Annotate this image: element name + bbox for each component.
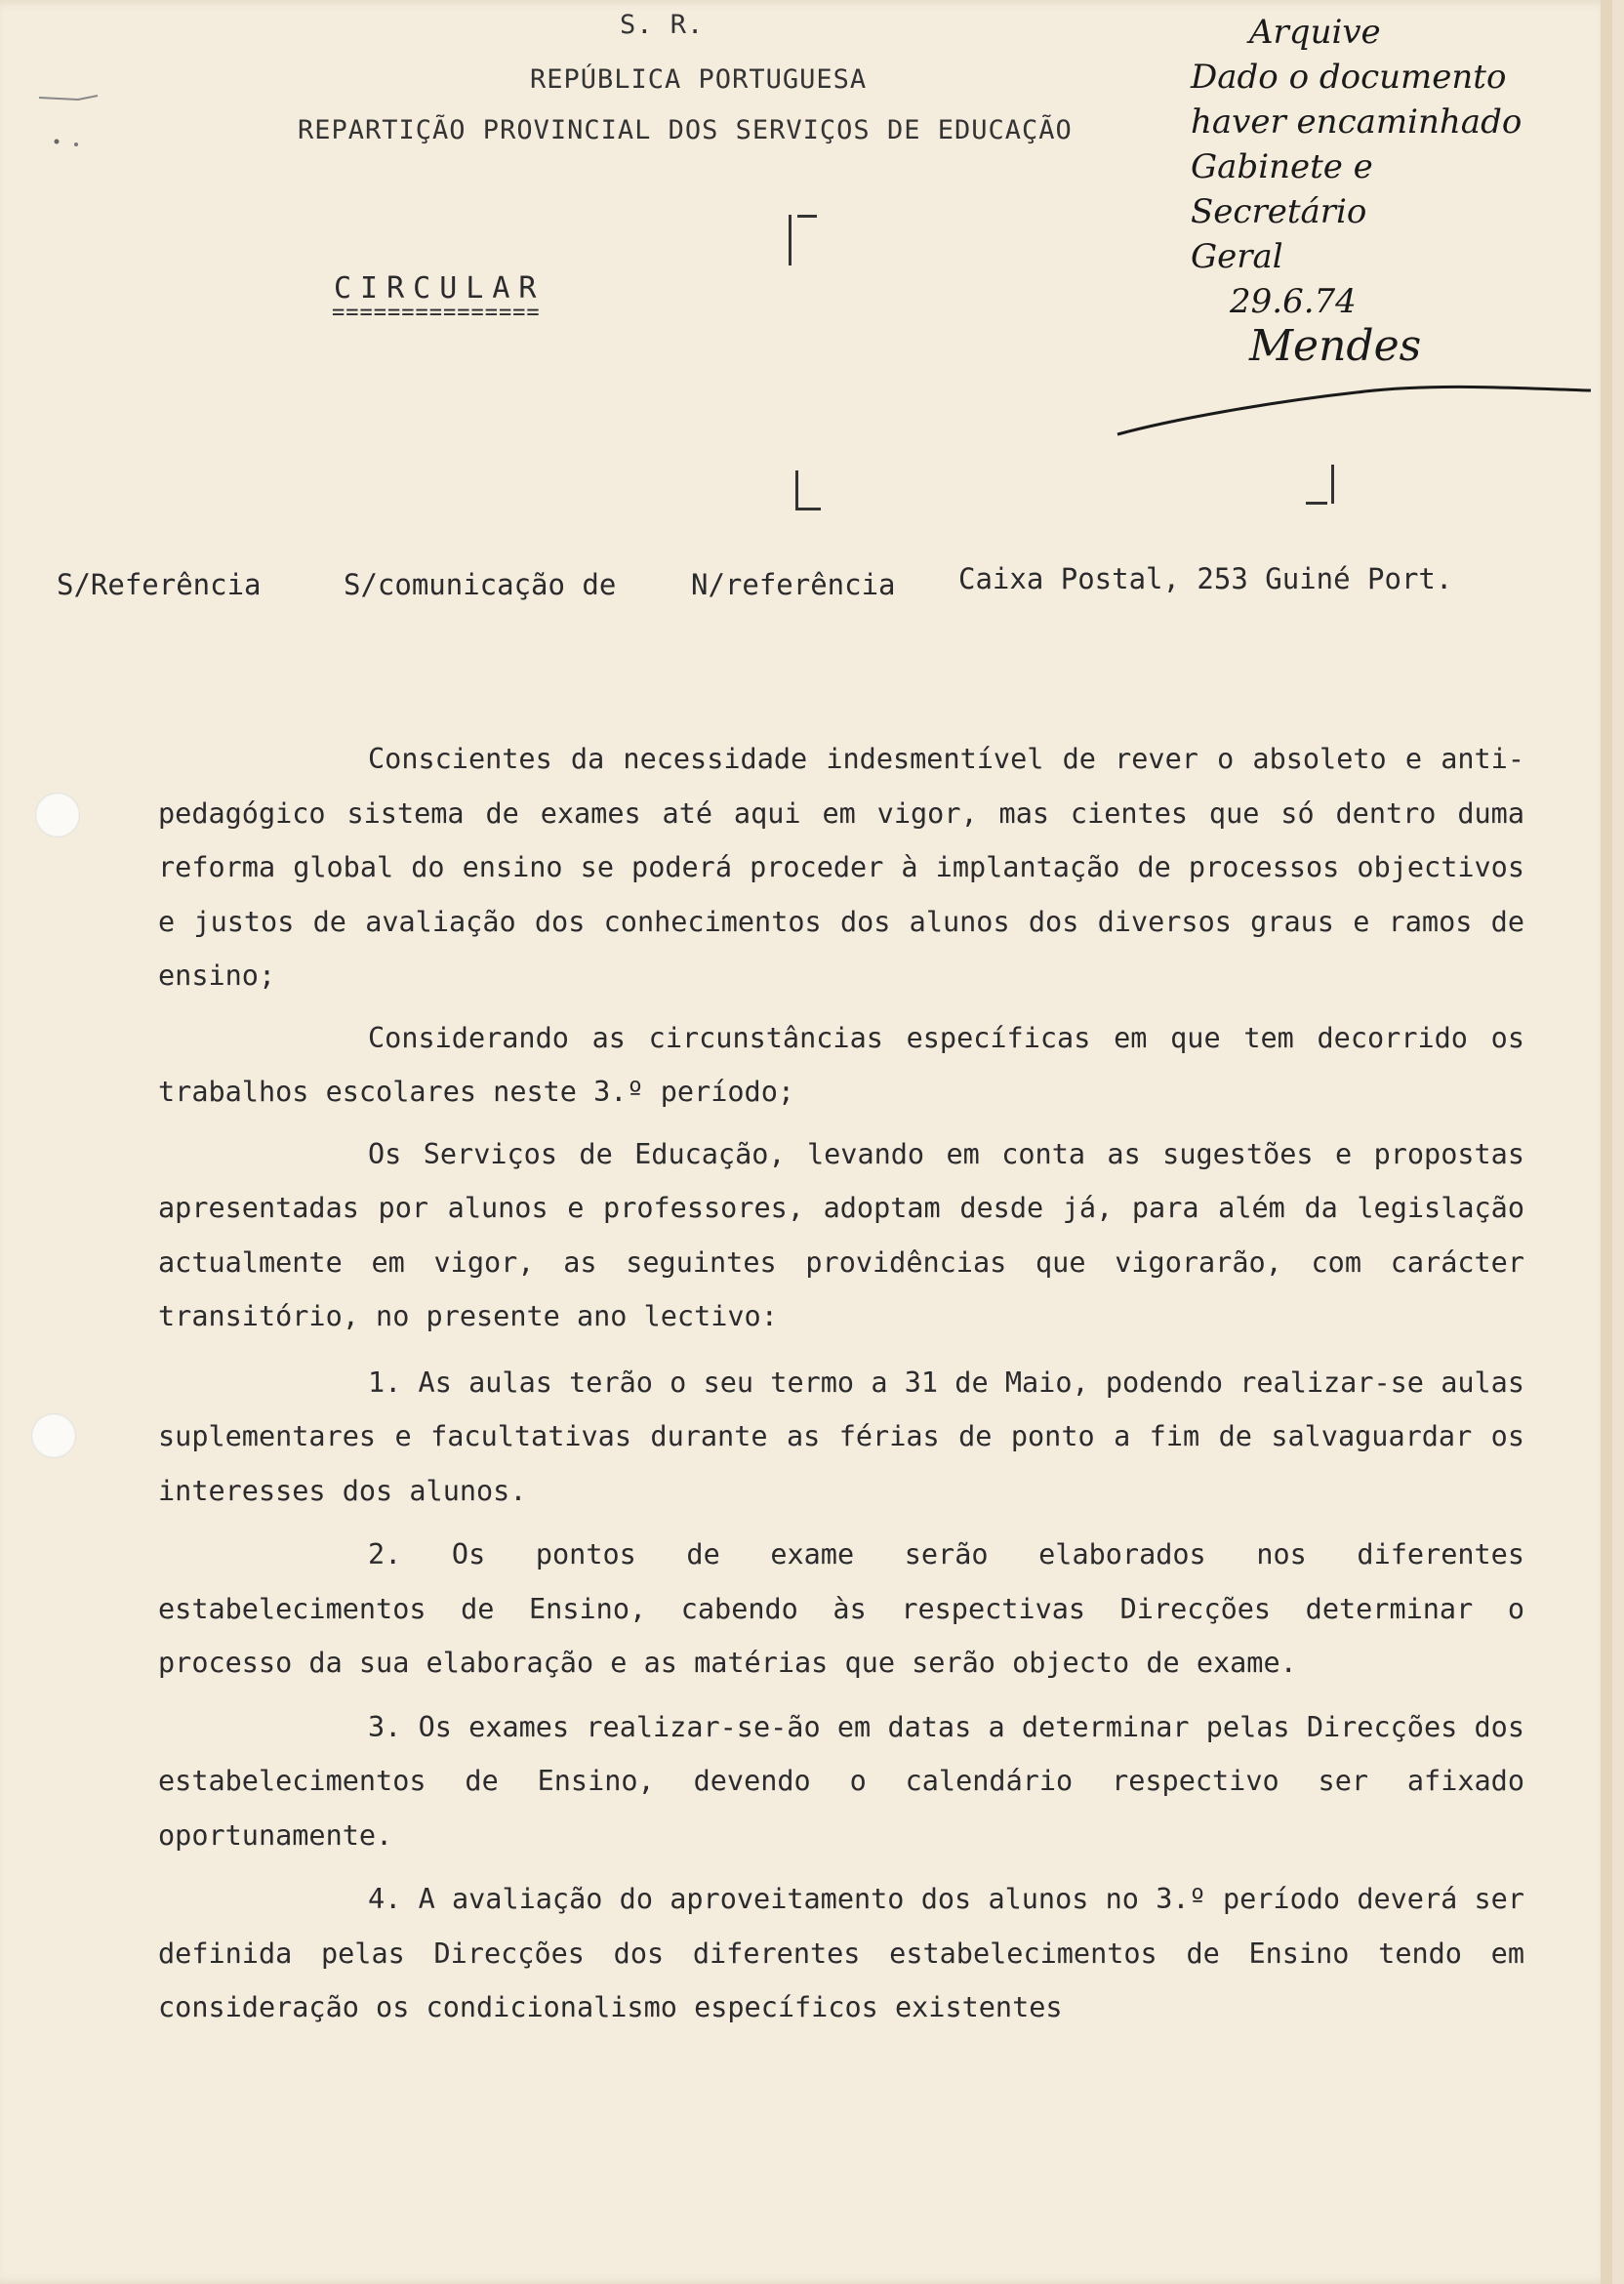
ref-our-reference: N/referência	[691, 568, 896, 601]
corner-mark	[795, 508, 821, 510]
handwritten-line: 29.6.74	[1230, 282, 1357, 321]
ink-specks	[39, 88, 117, 156]
corner-mark	[797, 215, 817, 218]
ref-address: Caixa Postal, 253 Guiné Port.	[958, 562, 1453, 595]
list-item: 4. A avaliação do aproveitamento dos alunos no 3.º período deverá ser definida pelas Direcções dos diferentes estabelecimentos de Ensino tendo em consideração os condicionalismo específicos existentes	[158, 1883, 1524, 2023]
handwritten-line: Secretário	[1191, 192, 1367, 231]
handwritten-line: haver encaminhado	[1191, 102, 1522, 142]
handwritten-line: Geral	[1191, 237, 1283, 276]
handwritten-line: Gabinete e	[1191, 147, 1373, 186]
corner-mark	[1306, 502, 1327, 505]
corner-mark	[795, 470, 798, 510]
paragraph: Considerando as circunstâncias específicas em que tem decorrido os trabalhos escolares neste 3.º período;	[158, 1021, 1524, 1108]
list-item: 2. Os pontos de exame serão elaborados nos diferentes estabelecimentos de Ensino, cabendo às respectivas Direcções determinar o processo da sua elaboração e as matérias que serão objecto de exame.	[158, 1538, 1524, 1679]
header-republic: REPÚBLICA PORTUGUESA	[530, 64, 868, 95]
ref-sender: S/Referência	[57, 568, 262, 601]
paragraph: Conscientes da necessidade indesmentível de rever o absoleto e anti-pedagógico sistema de exames até aqui em vigor, mas cientes que só dentro duma reforma global do ensino se poderá proceder à implantação de processos objectivos e justos de avaliação dos conhecimentos dos alunos dos diversos graus e ramos de ensino;	[158, 743, 1524, 992]
header-department: REPARTIÇÃO PROVINCIAL DOS SERVIÇOS DE EDUCAÇÃO	[298, 115, 1073, 145]
handwritten-line: Arquive	[1249, 13, 1381, 52]
list-item: 3. Os exames realizar-se-ão em datas a determinar pelas Direcções dos estabelecimentos de Ensino, devendo o calendário respectivo ser afixado oportunamente.	[158, 1710, 1524, 1852]
handwritten-signature: Mendes	[1249, 321, 1422, 371]
list-item: 1. As aulas terão o seu termo a 31 de Maio, podendo realizar-se aulas suplementares e facultativas durante as férias de ponto a fim de salvaguardar os interesses dos alunos.	[158, 1366, 1524, 1507]
paper-edge	[1601, 0, 1612, 2284]
corner-mark	[789, 215, 792, 265]
punch-hole	[31, 1413, 76, 1458]
circular-body	[158, 732, 1524, 2035]
paragraph: Os Serviços de Educação, levando em conta as sugestões e propostas apresentadas por alunos e professores, adoptam desde já, para além da legislação actualmente em vigor, as seguintes providências que vigorarão, com carácter transitório, no presente ano lectivo:	[158, 1137, 1524, 1332]
handwritten-line: Dado o documento	[1191, 58, 1507, 97]
circular-title: CIRCULAR	[334, 271, 546, 306]
signature-stroke	[1113, 0, 1601, 459]
circular-underline: ===============	[332, 301, 541, 325]
corner-mark	[1331, 465, 1334, 504]
punch-hole	[35, 793, 80, 837]
ref-communication: S/comunicação de	[344, 568, 617, 601]
header-sr: S. R.	[620, 10, 705, 40]
